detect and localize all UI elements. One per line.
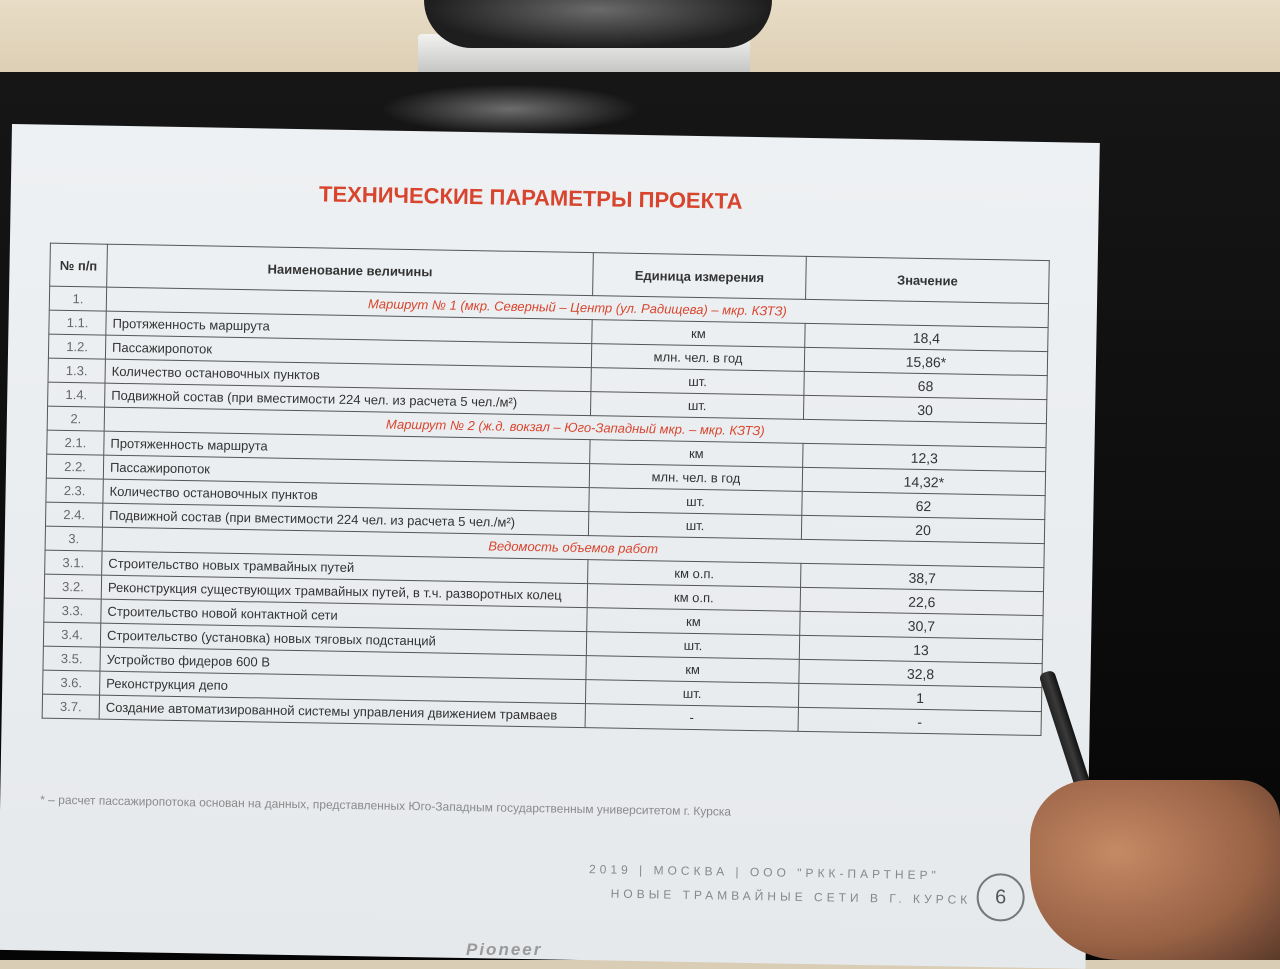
- section-num: 1.: [49, 286, 106, 311]
- footer-line-2: НОВЫЕ ТРАМВАЙНЫЕ СЕТИ В Г. КУРСК: [610, 886, 972, 907]
- row-num: 3.4.: [43, 622, 100, 647]
- row-num: 3.2.: [44, 574, 101, 599]
- row-unit: шт.: [588, 512, 801, 540]
- row-value: 30,7: [800, 611, 1043, 639]
- row-num: 3.3.: [44, 598, 101, 623]
- row-unit: км: [586, 656, 799, 684]
- footer-line-1: 2019 | МОСКВА | ООО "РКК-ПАРТНЕР": [588, 862, 940, 883]
- header-value: Значение: [806, 256, 1050, 303]
- row-num: 1.4.: [48, 382, 105, 407]
- row-value: 68: [804, 371, 1047, 399]
- conference-camera: [424, 0, 772, 48]
- hand: [1030, 780, 1280, 960]
- row-value: 1: [798, 683, 1041, 711]
- row-name: Строительство новых трамвайных путей: [102, 551, 588, 583]
- row-unit: шт.: [591, 368, 804, 396]
- row-num: 2.2.: [46, 454, 103, 479]
- row-num: 3.5.: [43, 646, 100, 671]
- row-name: Пассажиропоток: [105, 335, 591, 367]
- row-unit: км: [592, 320, 805, 348]
- row-unit: км: [587, 608, 800, 636]
- section-num: 2.: [47, 406, 104, 431]
- row-num: 3.1.: [45, 550, 102, 575]
- row-name: Количество остановочных пунктов: [103, 479, 589, 511]
- row-name: Устройство фидеров 600 В: [100, 647, 586, 679]
- row-num: 2.4.: [45, 502, 102, 527]
- row-name: Подвижной состав (при вместимости 224 чел. из расчета 5 чел./м²): [102, 503, 588, 535]
- section-title: Ведомость объемов работ: [102, 527, 1044, 567]
- row-num: 1.1.: [49, 310, 106, 335]
- row-name: Протяженность маршрута: [104, 431, 590, 463]
- row-name: Строительство (установка) новых тяговых подстанций: [100, 623, 586, 655]
- row-unit: км: [590, 440, 803, 468]
- row-name: Количество остановочных пунктов: [105, 359, 591, 391]
- page-number-badge: 6: [976, 873, 1025, 922]
- row-value: 13: [799, 635, 1042, 663]
- row-name: Протяженность маршрута: [106, 311, 592, 343]
- row-num: 3.7.: [42, 694, 99, 719]
- row-unit: -: [585, 704, 798, 732]
- row-name: Пассажиропоток: [103, 455, 589, 487]
- row-value: 32,8: [799, 659, 1042, 687]
- row-unit: шт.: [586, 632, 799, 660]
- tv-brand-logo: Pioneer: [466, 940, 543, 959]
- row-value: 30: [803, 395, 1046, 423]
- row-num: 3.6.: [43, 670, 100, 695]
- row-name: Строительство новой контактной сети: [101, 599, 587, 631]
- section-num: 3.: [45, 526, 102, 551]
- row-value: -: [798, 707, 1041, 735]
- parameters-table: [42, 243, 1050, 736]
- row-unit: шт.: [590, 392, 803, 420]
- header-unit: Единица измерения: [593, 253, 807, 300]
- footnote: * – расчет пассажиропотока основан на данных, представленных Юго-Западным государственным университетом г. Курска: [40, 792, 732, 819]
- header-name: Наименование величины: [107, 244, 594, 295]
- row-unit: шт.: [589, 488, 802, 516]
- presentation-slide: [0, 124, 1100, 969]
- row-unit: км о.п.: [588, 560, 801, 588]
- row-name: Реконструкция депо: [100, 671, 586, 703]
- row-name: Создание автоматизированной системы управления движением трамваев: [99, 695, 585, 727]
- screen-reflection: [380, 84, 640, 134]
- row-num: 1.3.: [48, 358, 105, 383]
- row-value: 62: [802, 491, 1045, 519]
- section-title: Маршрут № 1 (мкр. Северный – Центр (ул. Радищева) – мкр. КЗТЗ): [106, 287, 1048, 327]
- row-value: 22,6: [800, 587, 1043, 615]
- row-value: 15,86*: [804, 347, 1047, 375]
- row-unit: шт.: [585, 680, 798, 708]
- row-num: 1.2.: [48, 334, 105, 359]
- row-name: Реконструкция существующих трамвайных путей, в т.ч. разворотных колец: [101, 575, 587, 607]
- row-value: 18,4: [805, 323, 1048, 351]
- row-unit: млн. чел. в год: [591, 344, 804, 372]
- row-value: 38,7: [801, 563, 1044, 591]
- slide-title: ТЕХНИЧЕСКИЕ ПАРАМЕТРЫ ПРОЕКТА: [318, 181, 743, 214]
- header-num: № п/п: [50, 243, 108, 287]
- row-value: 20: [801, 515, 1044, 543]
- row-value: 14,32*: [802, 467, 1045, 495]
- row-num: 2.1.: [47, 430, 104, 455]
- row-unit: млн. чел. в год: [589, 464, 802, 492]
- row-unit: км о.п.: [587, 584, 800, 612]
- row-name: Подвижной состав (при вместимости 224 чел. из расчета 5 чел./м²): [105, 383, 591, 415]
- row-num: 2.3.: [46, 478, 103, 503]
- row-value: 12,3: [803, 443, 1046, 471]
- section-title: Маршрут № 2 (ж.д. вокзал – Юго-Западный мкр. – мкр. КЗТЗ): [104, 407, 1046, 447]
